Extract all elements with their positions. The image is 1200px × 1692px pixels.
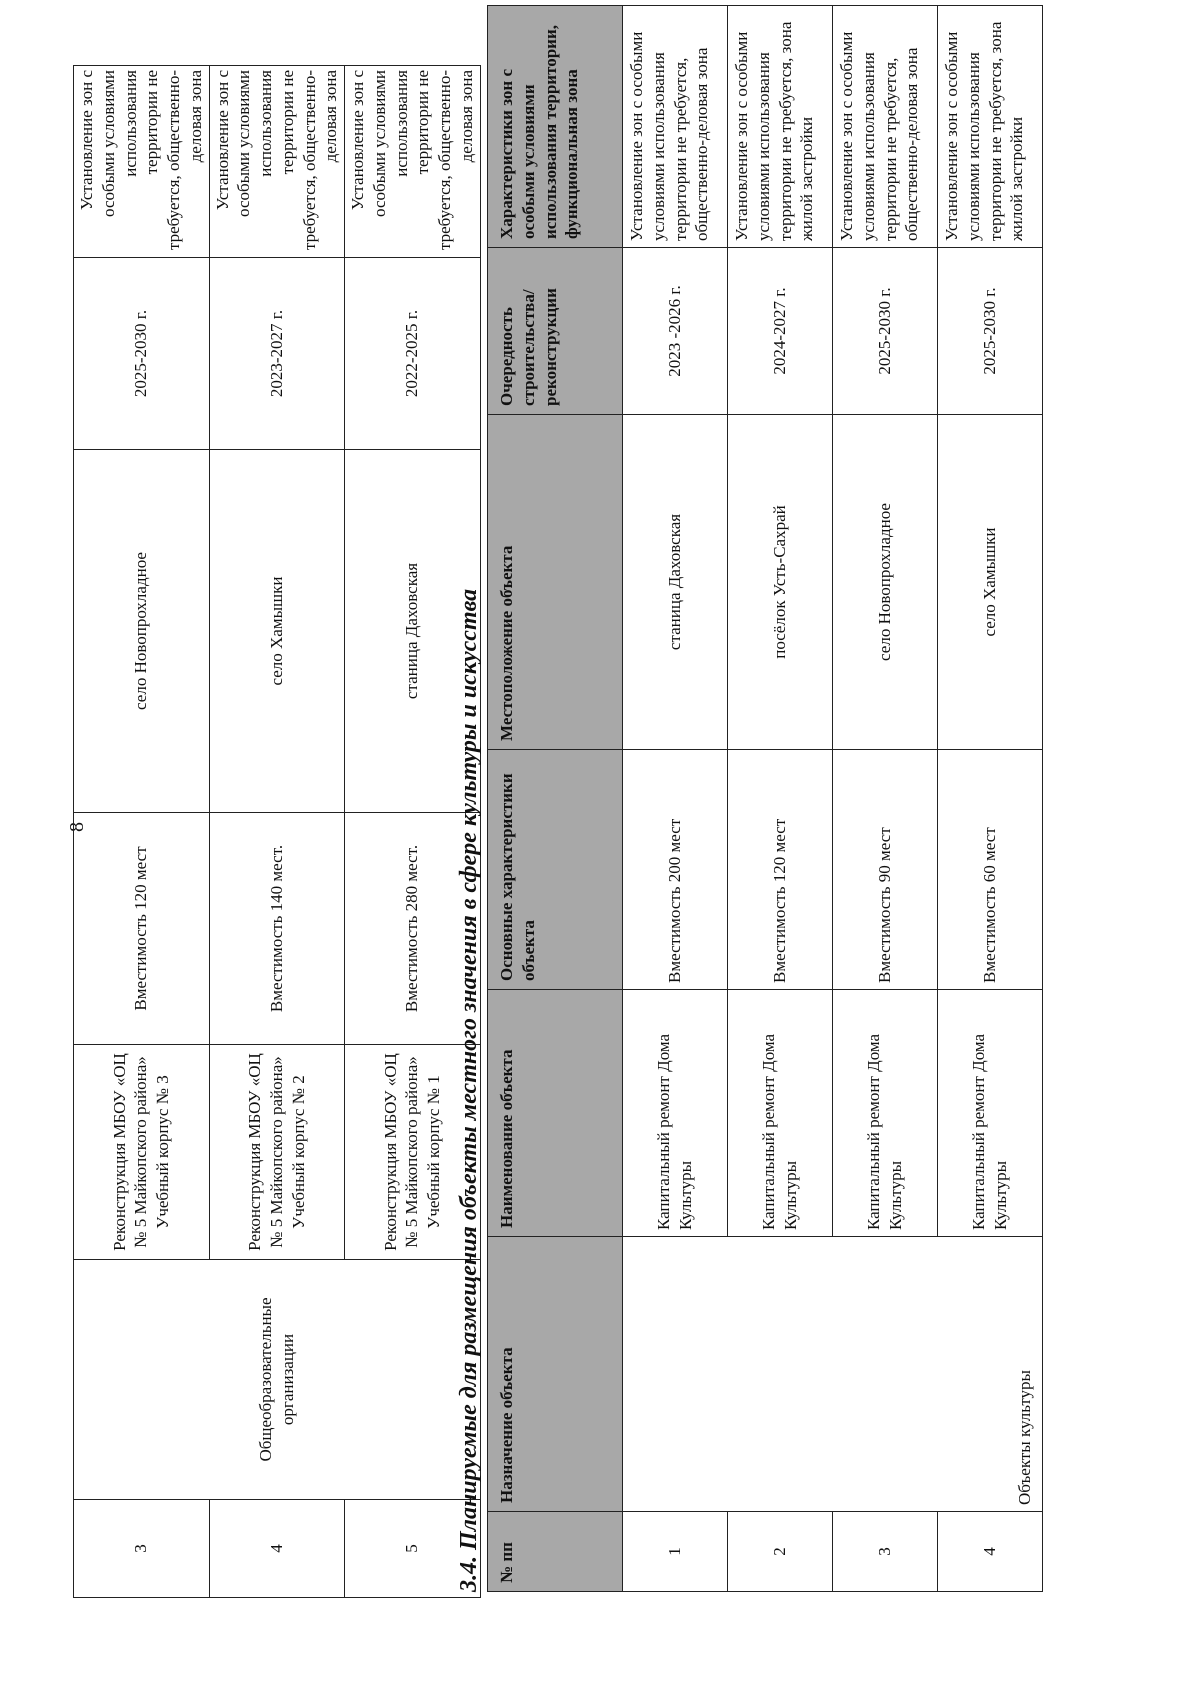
header-purpose: Назначение объекта	[488, 1237, 623, 1512]
schools-table-continuation	[73, 65, 481, 1598]
object-name: Реконструкция МБОУ «ОЦ № 5 Майкопского района» Учебный корпус № 3	[74, 1045, 210, 1260]
header-num: № пп	[488, 1512, 623, 1592]
zone-characteristics: Установление зон с особыми условиями использования территории не требуется, общественно-деловая зона	[209, 66, 345, 258]
table-row	[74, 66, 210, 1598]
header-name: Наименование объекта	[488, 990, 623, 1237]
object-location: село Хамышки	[209, 450, 345, 813]
row-number: 2	[728, 1512, 833, 1592]
zone-characteristics: Установление зон с особыми условиями использования территории не требуется, общественно-деловая зона	[833, 6, 938, 248]
object-location: село Хамышки	[938, 415, 1043, 750]
zone-characteristics: Установление зон с особыми условиями использования территории не требуется, общественно-деловая зона	[623, 6, 728, 248]
zone-characteristics: Установление зон с особыми условиями использования территории не требуется, общественно-деловая зона	[345, 66, 481, 258]
object-location: село Новопрохладное	[833, 415, 938, 750]
object-location: село Новопрохладное	[74, 450, 210, 813]
construction-period: 2025-2030 г.	[74, 258, 210, 450]
object-characteristics: Вместимость 60 мест	[938, 750, 1043, 990]
group-label: Общеобразовательные организации	[74, 1260, 481, 1500]
construction-period: 2025-2030 г.	[833, 248, 938, 415]
header-characteristics: Основные характеристики объекта	[488, 750, 623, 990]
object-characteristics: Вместимость 90 мест	[833, 750, 938, 990]
object-purpose: Объекты культуры	[623, 1237, 1043, 1512]
object-name: Капитальный ремонт Дома Культуры	[938, 990, 1043, 1237]
object-location: станица Даховская	[623, 415, 728, 750]
construction-period: 2023-2027 г.	[209, 258, 345, 450]
object-name: Капитальный ремонт Дома Культуры	[833, 990, 938, 1237]
object-name: Реконструкция МБОУ «ОЦ № 5 Майкопского района» Учебный корпус № 2	[209, 1045, 345, 1260]
header-location: Местоположение объекта	[488, 415, 623, 750]
header-period: Очередность строительства/ реконструкции	[488, 248, 623, 415]
table-row	[623, 6, 728, 1592]
section-title: 3.4. Планируемые для размещения объекты местного значения в сфере культуры и искусства	[456, 588, 482, 1592]
object-characteristics: Вместимость 280 мест.	[345, 813, 481, 1045]
zone-characteristics: Установление зон с особыми условиями использования территории не требуется, общественно-деловая зона	[74, 66, 210, 258]
culture-objects-table	[487, 5, 1043, 1592]
object-characteristics: Вместимость 120 мест	[74, 813, 210, 1045]
object-characteristics: Вместимость 200 мест	[623, 750, 728, 990]
row-number: 4	[938, 1512, 1043, 1592]
object-name: Капитальный ремонт Дома Культуры	[728, 990, 833, 1237]
construction-period: 2022-2025 г.	[345, 258, 481, 450]
table-header-row	[488, 6, 623, 1592]
construction-period: 2023 -2026 г.	[623, 248, 728, 415]
object-name: Капитальный ремонт Дома Культуры	[623, 990, 728, 1237]
row-number: 1	[623, 1512, 728, 1592]
zone-characteristics: Установление зон с особыми условиями использования территории не требуется, зона жилой застройки	[938, 6, 1043, 248]
object-location: станица Даховская	[345, 450, 481, 813]
row-number: 4	[209, 1500, 345, 1598]
row-number: 3	[833, 1512, 938, 1592]
row-number: 5	[345, 1500, 481, 1598]
row-number: 3	[74, 1500, 210, 1598]
object-location: посёлок Усть-Сахрай	[728, 415, 833, 750]
zone-characteristics: Установление зон с особыми условиями использования территории не требуется, зона жилой застройки	[728, 6, 833, 248]
object-characteristics: Вместимость 140 мест.	[209, 813, 345, 1045]
page-number: 8	[66, 822, 88, 832]
construction-period: 2024-2027 г.	[728, 248, 833, 415]
object-name: Реконструкция МБОУ «ОЦ № 5 Майкопского района» Учебный корпус № 1	[345, 1045, 481, 1260]
object-characteristics: Вместимость 120 мест	[728, 750, 833, 990]
header-zones: Характеристики зон с особыми условиями использования территории, функциональная зона	[488, 6, 623, 248]
construction-period: 2025-2030 г.	[938, 248, 1043, 415]
